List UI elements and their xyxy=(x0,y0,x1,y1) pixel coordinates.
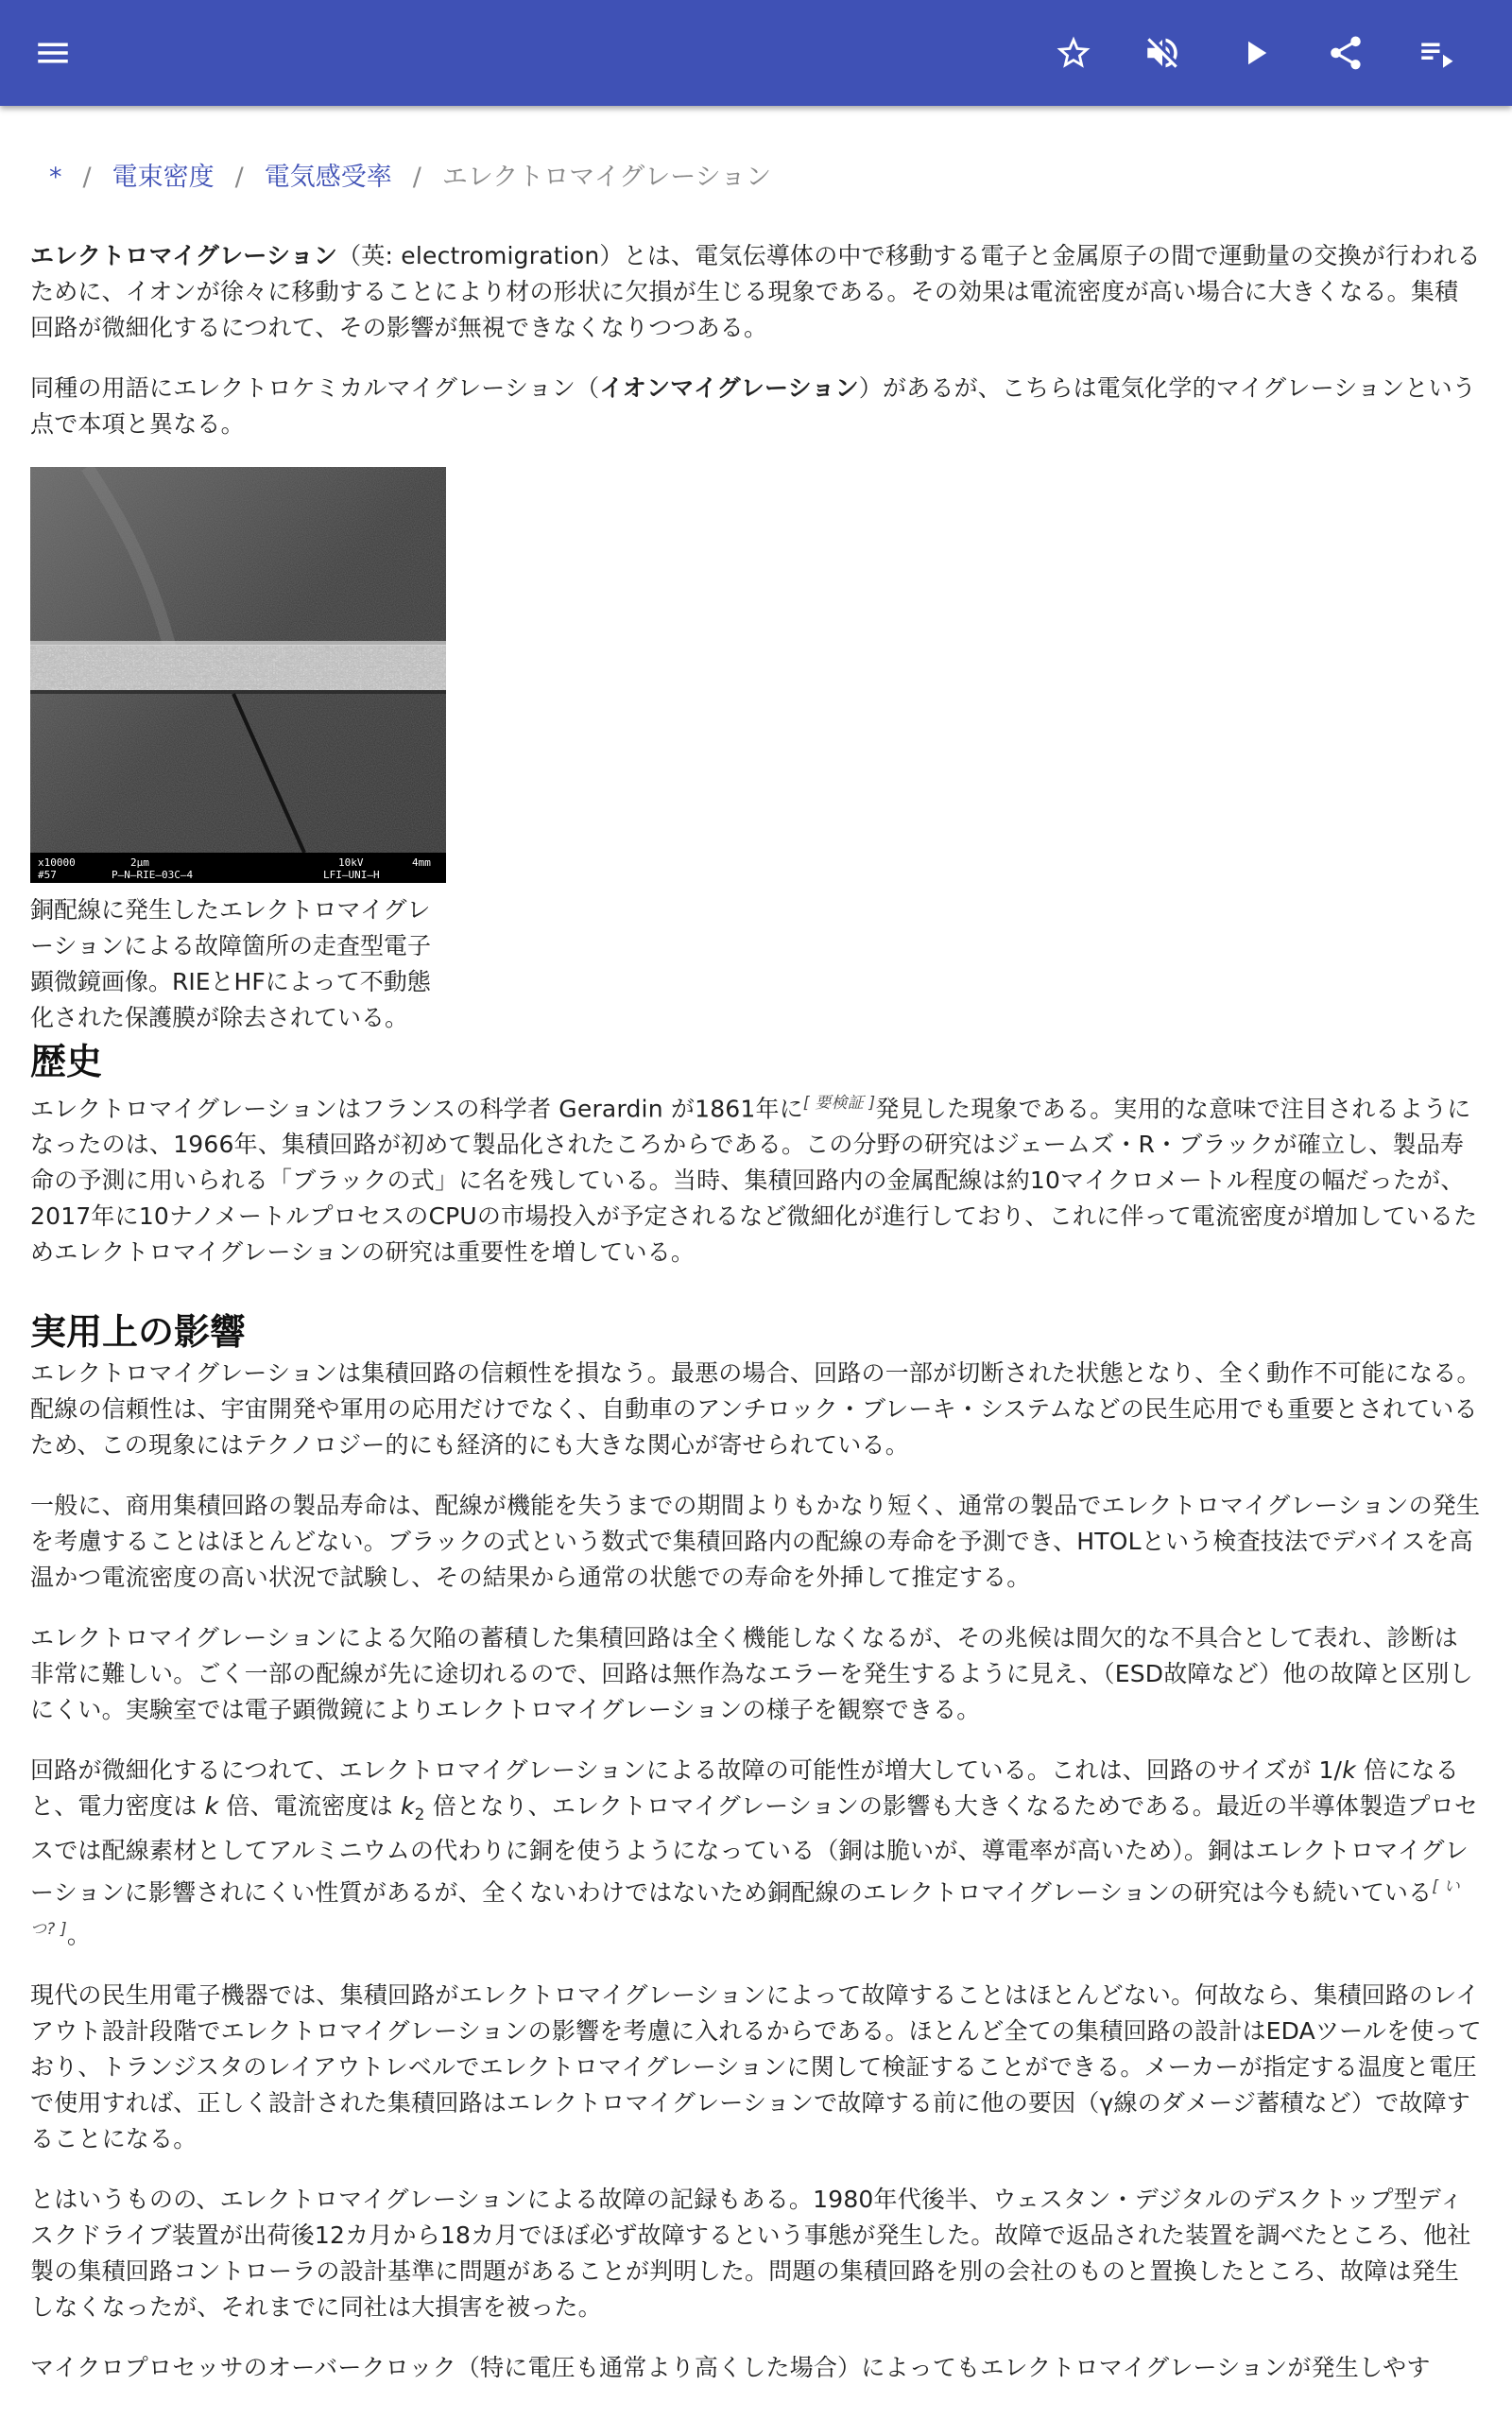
term-bold: エレクトロマイグレーション xyxy=(30,242,338,269)
citation-needed-note[interactable]: [ 要検証 ] xyxy=(802,1094,876,1113)
menu-icon xyxy=(33,33,73,73)
share-button[interactable] xyxy=(1315,23,1376,83)
section-heading-history: 歴史 xyxy=(30,1041,103,1082)
when-note[interactable]: [ いつ? ] xyxy=(30,1877,1460,1939)
contents-button[interactable] xyxy=(1406,23,1467,83)
impact-paragraph-3: エレクトロマイグレーションによる欠陥の蓄積した集積回路は全く機能しなくなるが、その兆候は間欠的な不具合として表れ、診断は非常に難しい。ごく一部の配線が先に途切れるので、回路は無作為なエラーを発生するように見え、（ESD故障など）他の故障と区別しにくい。実験室では電子顕微鏡によりエレクトロマイグレーションの様子を観察できる。 xyxy=(30,1624,1473,1724)
impact-paragraph-6: とはいうものの、エレクトロマイグレーションによる故障の記録もある。1980年代後半、ウェスタン・デジタルのデスクトップ型ディスクドライブ装置が出荷後12カ月から18カ月でほぼ必ず故障するという事態が発生した。故障で返品された装置を調べたところ、他社製の集積回路コントローラの設計基準に問題があることが判明した。問題の集積回路を別の会社のものと置換したところ、故障は発生しなくなったが、それまでに同社は大損害を被った。 xyxy=(30,2185,1471,2321)
sem-mag-label: x10000 xyxy=(38,856,76,869)
sem-voltage-label: 10kV xyxy=(338,856,364,869)
breadcrumb-separator: / xyxy=(82,163,92,192)
figure xyxy=(30,467,446,1036)
sem-id-label: #57 xyxy=(38,869,57,881)
volume-off-icon xyxy=(1143,33,1182,73)
impact-paragraph-1: エレクトロマイグレーションは集積回路の信頼性を損なう。最悪の場合、回路の一部が切断された状態となり、全く動作不可能になる。配線の信頼性は、宇宙開発や軍用の応用だけでなく、自動車のアンチロック・ブレーキ・システムなどの民生応用でも重要とされているため、この現象にはテクノロジー的にも経済的にも大きな関心が寄せられている。 xyxy=(30,1359,1481,1460)
breadcrumb xyxy=(49,151,1482,204)
sem-scale-label: 2μm xyxy=(130,856,149,869)
breadcrumb-home[interactable]: * xyxy=(49,163,62,192)
breadcrumb-separator: / xyxy=(412,163,421,192)
intro-paragraph-1: エレクトロマイグレーション（英: electromigration）とは、電気伝導体の中で移動する電子と金属原子の間で運動量の交換が行われるために、イオンが徐々に移動することにより材の形状に欠損が生じる現象である。その効果は電流密度が高い場合に大きくなる。集積回路が微細化するにつれて、その影響が無視できなくなりつつある。 xyxy=(30,242,1481,341)
breadcrumb-current: エレクトロマイグレーション xyxy=(441,163,772,192)
star-outline-icon xyxy=(1054,33,1093,73)
play-icon xyxy=(1235,33,1275,73)
menu-button[interactable] xyxy=(23,23,83,83)
mute-button[interactable] xyxy=(1132,23,1193,83)
intro-paragraph-2: 同種の用語にエレクトロケミカルマイグレーション（イオンマイグレーション）があるが、こちらは電気化学的マイグレーションという点で本項と異なる。 xyxy=(30,374,1476,438)
figure-caption: 銅配線に発生したエレクトロマイグレーションによる故障箇所の走査型電子顕微鏡画像。RIEとHFによって不動態化された保護膜が除去されている。 xyxy=(30,896,432,1031)
breadcrumb-item-denki-kanjuritsu[interactable]: 電気感受率 xyxy=(264,163,392,192)
breadcrumb-separator: / xyxy=(234,163,244,192)
sem-lab-label: LFI–UNI–H xyxy=(323,869,380,881)
section-heading-impact: 実用上の影響 xyxy=(30,1311,247,1354)
playlist-icon xyxy=(1417,33,1456,73)
impact-paragraph-5: 現代の民生用電子機器では、集積回路がエレクトロマイグレーションによって故障することはほとんどない。何故なら、集積回路のレイアウト設計段階でエレクトロマイグレーションの影響を考慮に入れるからである。ほとんど全ての集積回路の設計はEDAツールを使っており、トランジスタのレイアウトレベルでエレクトロマイグレーションに関して検証することができる。メーカーが指定する温度と電圧で使用すれば、正しく設計された集積回路はエレクトロマイグレーションで故障する前に他の要因（γ線のダメージ蓄積など）で故障することになる。 xyxy=(30,1980,1482,2152)
play-button[interactable] xyxy=(1225,23,1285,83)
bookmark-button[interactable] xyxy=(1043,23,1104,83)
link-ion-migration[interactable]: イオンマイグレーション xyxy=(599,374,859,402)
article-content xyxy=(30,151,1482,2411)
sem-image[interactable] xyxy=(30,467,446,883)
sem-sample-label: P–N–RIE–03C–4 xyxy=(112,869,194,881)
impact-paragraph-4: 回路が微細化するにつれて、エレクトロマイグレーションによる故障の可能性が増大している。これは、回路のサイズが 1/k 倍になると、電力密度は k 倍、電流密度は $k_2$ 倍となり、エレクトロマイグレーションの影響も大きくなるためである。最近の半導体製造プロセスでは配線素材としてアルミニウムの代わりに銅を使うようになっている（銅は脆いが、導電率が高いため）。銅はエレクトロマイグレーションに影響されにくい性質があるが、全くないわけではないため銅配線のエレクトロマイグレーションの研究は今も続いている[ いつ? ]。 xyxy=(30,1756,1479,1948)
impact-paragraph-7: マイクロプロセッサのオーバークロック（特に電圧も通常より高くした場合）によってもエレクトロマイグレーションが発生しやす xyxy=(30,2353,1431,2381)
history-paragraph: エレクトロマイグレーションはフランスの科学者 Gerardin が1861年に[ 要検証 ]発見した現象である。実用的な意味で注目されるようになったのは、1966年、集積回路が初めて製品化されたころからである。この分野の研究はジェームズ・R・ブラックが確立し、製品寿命の予測に用いられる「ブラックの式」に名を残している。当時、集積回路内の金属配線は約10マイクロメートル程度の幅だったが、2017年に10ナノメートルプロセスのCPUの市場投入が予定されるなど微細化が進行しており、これに伴って電流密度が増加しているためエレクトロマイグレーションの研究は重要性を増している。 xyxy=(30,1094,1478,1267)
app-bar xyxy=(0,0,1512,106)
breadcrumb-item-denso-mitsudo[interactable]: 電束密度 xyxy=(112,163,215,192)
sem-wd-label: 4mm xyxy=(412,856,431,869)
share-icon xyxy=(1326,33,1366,73)
impact-paragraph-2: 一般に、商用集積回路の製品寿命は、配線が機能を失うまでの期間よりもかなり短く、通常の製品でエレクトロマイグレーションの発生を考慮することはほとんどない。ブラックの式という数式で集積回路内の配線の寿命を予測でき、HTOLという検査技法でデバイスを高温かつ電流密度の高い状況で試験し、その結果から通常の状態での寿命を外挿して推定する。 xyxy=(30,1492,1481,1592)
